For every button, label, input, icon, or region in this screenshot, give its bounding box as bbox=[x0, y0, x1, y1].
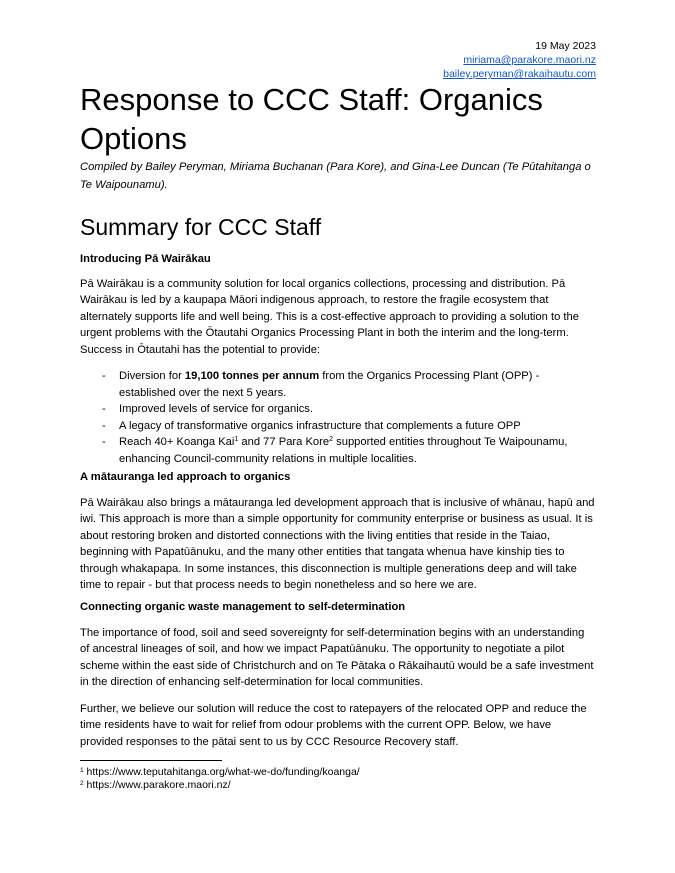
matauranga-paragraph: Pā Wairākau also brings a mātauranga led development approach that is inclusive of whānau, hapū and iwi. This approach is more than a simple opportunity for community enterprise or business as usual. It is about restoring broken and distorted connections with the living entities that reside in the Taiao, beginning with Papatūānuku, and the many other entities that tangata whenua have kinship ties to through whakapapa. In some instances, this disconnection is multiple generations deep and will take time to repair - but that process needs to begin nonetheless and so here we are. bbox=[80, 496, 595, 591]
footnote-divider bbox=[80, 760, 222, 761]
dash-bullet: - bbox=[102, 419, 106, 432]
intro-heading: Introducing Pā Wairākau bbox=[80, 253, 211, 265]
footnote-1: $^1$ https://www.teputahitanga.org/what-we-do/funding/koanga/ bbox=[80, 766, 360, 778]
list-item: - A legacy of transformative organics infrastructure that complements a future OPP bbox=[80, 418, 595, 435]
dash-bullet: - bbox=[102, 370, 106, 382]
footnote-ref-2[interactable]: 2 bbox=[329, 436, 334, 443]
list-item: - Diversion for 19,100 tonnes per annum from the Organics Processing Plant (OPP) - established over the next 5 years. bbox=[102, 370, 540, 399]
connecting-paragraph-2: Further, we believe our solution will reduce the cost to ratepayers of the relocated OPP and reduce the time residents have to wait for relief from odour problems with the current OPP. Below, we have provided responses to the pātai sent to us by CCC Resource Recovery staff. bbox=[80, 702, 587, 748]
email-link-bailey[interactable]: bailey.peryman@rakaihautu.com bbox=[443, 68, 596, 80]
list-item: - Improved levels of service for organics. bbox=[80, 401, 595, 418]
header-meta bbox=[443, 39, 596, 81]
compiled-by-note: Compiled by Bailey Peryman, Miriama Buchanan (Para Kore), and Gina-Lee Duncan (Te Pūtahitanga o Te Waipounamu). bbox=[80, 161, 591, 191]
dash-bullet: - bbox=[102, 436, 106, 448]
footnote-ref-1[interactable]: 1 bbox=[234, 436, 239, 443]
document-date: 19 May 2023 bbox=[535, 40, 596, 52]
intro-section bbox=[80, 251, 595, 467]
dash-bullet: - bbox=[102, 403, 106, 415]
summary-heading: Summary for CCC Staff bbox=[80, 214, 322, 240]
document-title: Response to CCC Staff: Organics Options bbox=[80, 82, 543, 156]
footnote-2: $^2$ https://www.parakore.maori.nz/ bbox=[80, 779, 231, 791]
footnotes bbox=[80, 766, 360, 792]
footnote-2-url[interactable]: https://www.parakore.maori.nz/ bbox=[86, 779, 231, 791]
footnote-1-url[interactable]: https://www.teputahitanga.org/what-we-do/funding/koanga/ bbox=[86, 766, 360, 778]
connecting-heading: Connecting organic waste management to self-determination bbox=[80, 601, 406, 613]
matauranga-section bbox=[80, 469, 595, 594]
intro-paragraph: Pā Wairākau is a community solution for local organics collections, processing and distribution. Pā Wairākau is led by a kaupapa Māori indigenous approach, to restore the fragile ecosystem that alternately supports life and well being. This is a cost-effective approach to providing a solution to the urgent problems with the Ōtautahi Organics Processing Plant in both the interim and the long-term. Success in Ōtautahi has the potential to provide: bbox=[80, 277, 579, 356]
email-link-miriama[interactable]: miriama@parakore.maori.nz bbox=[463, 54, 596, 66]
matauranga-heading: A mātauranga led approach to organics bbox=[80, 471, 291, 483]
connecting-section bbox=[80, 599, 595, 750]
tonnes-highlight: 19,100 tonnes per annum bbox=[184, 370, 320, 382]
benefits-list bbox=[80, 368, 595, 467]
connecting-paragraph-1: The importance of food, soil and seed sovereignty for self-determination begins with an understanding of ancestral lineages of soil, and how we impact Papatūānuku. The opportunity to negotiate a pilot scheme within the east side of Christchurch and on Te Pātaka o Rākaihautū would be a safe investment in the direction of enhancing self-determination for local communities. bbox=[80, 626, 594, 688]
list-item: - Reach 40+ Koanga Kai$^1$ and 77 Para Kore$^2$ supported entities throughout Te Waipounamu, enhancing Council-community relations in multiple localities. bbox=[102, 436, 568, 465]
